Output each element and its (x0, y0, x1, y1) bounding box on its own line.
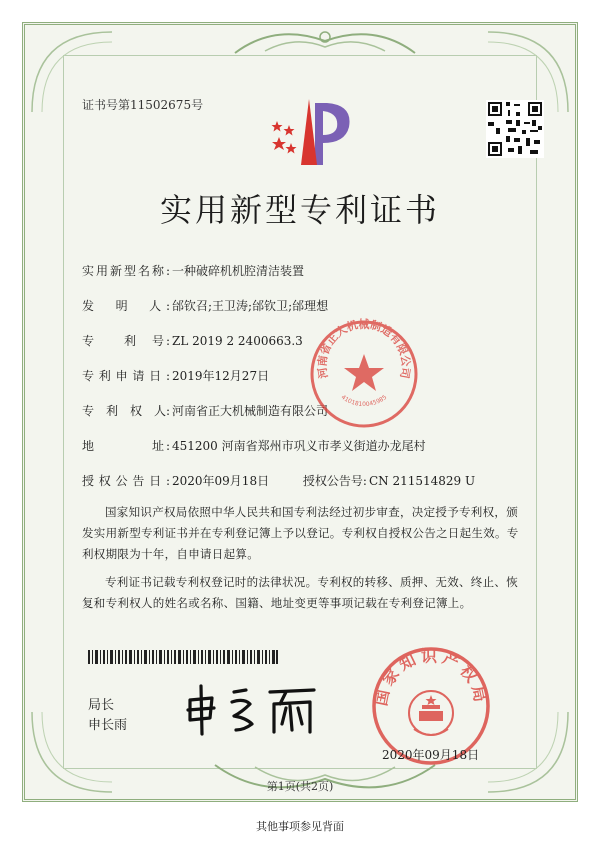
field-label: 专 利 号: (82, 334, 170, 348)
office-seal-text: 国家知识产权局 (371, 646, 491, 708)
field-value: CN 211514829 U (368, 474, 476, 488)
field-label: 专 利 权 人: (82, 404, 171, 418)
field-address (82, 437, 426, 454)
company-stamp-text: 河南省正大机械制造有限公司 (315, 318, 413, 380)
field-label: 授权公告日: (82, 474, 170, 488)
document-title: 实用新型专利证书 (159, 191, 440, 229)
body-paragraph-2: 专利证书记载专利权登记时的法律状况。专利权的转移、质押、无效、终止、恢复和专利权人的姓名或名称、国籍、地址变更等事项记载在专利登记簿上。 (82, 575, 518, 610)
page-number: 第1页(共2页) (266, 780, 334, 793)
field-grant-date (82, 472, 475, 489)
field-value: 一种破碎机机腔清洁装置 (172, 264, 305, 278)
field-label: 地 址: (82, 439, 170, 453)
qr-code-icon[interactable] (486, 100, 544, 158)
field-value: 河南省正大机械制造有限公司 (172, 404, 329, 418)
certificate-number: 证书号第11502675号 (82, 98, 204, 112)
field-value: 2019年12月27日 (172, 369, 270, 383)
field-value: 2020年09月18日 (172, 474, 270, 488)
top-ornament-icon (225, 23, 425, 59)
footer-note: 其他事项参见背面 (256, 820, 344, 833)
field-label: 专利申请日: (82, 369, 170, 383)
field-patent-number (82, 332, 303, 349)
field-label: 发 明 人: (82, 299, 170, 313)
field-label: 实用新型名称: (82, 264, 170, 278)
barcode-icon (88, 650, 278, 664)
svg-text:4101810045985 (340, 394, 389, 408)
company-stamp (308, 318, 420, 430)
seal-date: 2020年09月18日 (382, 748, 480, 762)
field-application-date (82, 367, 269, 384)
patent-office-emblem-icon (265, 95, 355, 170)
field-value: ZL 2019 2 2400663.3 (172, 334, 303, 348)
signatory-name: 申长雨 (88, 718, 128, 733)
handwritten-signature-icon (182, 678, 332, 738)
company-stamp-code: 4101810045985 (339, 393, 389, 409)
field-label: 授权公告号: (302, 474, 367, 488)
field-utility-model-name (82, 262, 304, 279)
field-value: 邰钦召;王卫涛;邰钦卫;邰理想 (172, 299, 329, 313)
field-value: 451200 河南省郑州市巩义市孝义街道办龙尾村 (172, 439, 426, 453)
signatory-role: 局长 (88, 698, 115, 713)
body-paragraph-1: 国家知识产权局依照中华人民共和国专利法经过初步审查，决定授予专利权，颁发实用新型专利证书并在专利登记簿上予以登记。专利权自授权公告之日起生效。专利权期限为十年，自申请日起算。 (82, 505, 519, 561)
field-patentee (82, 402, 328, 419)
field-inventors (82, 297, 328, 314)
